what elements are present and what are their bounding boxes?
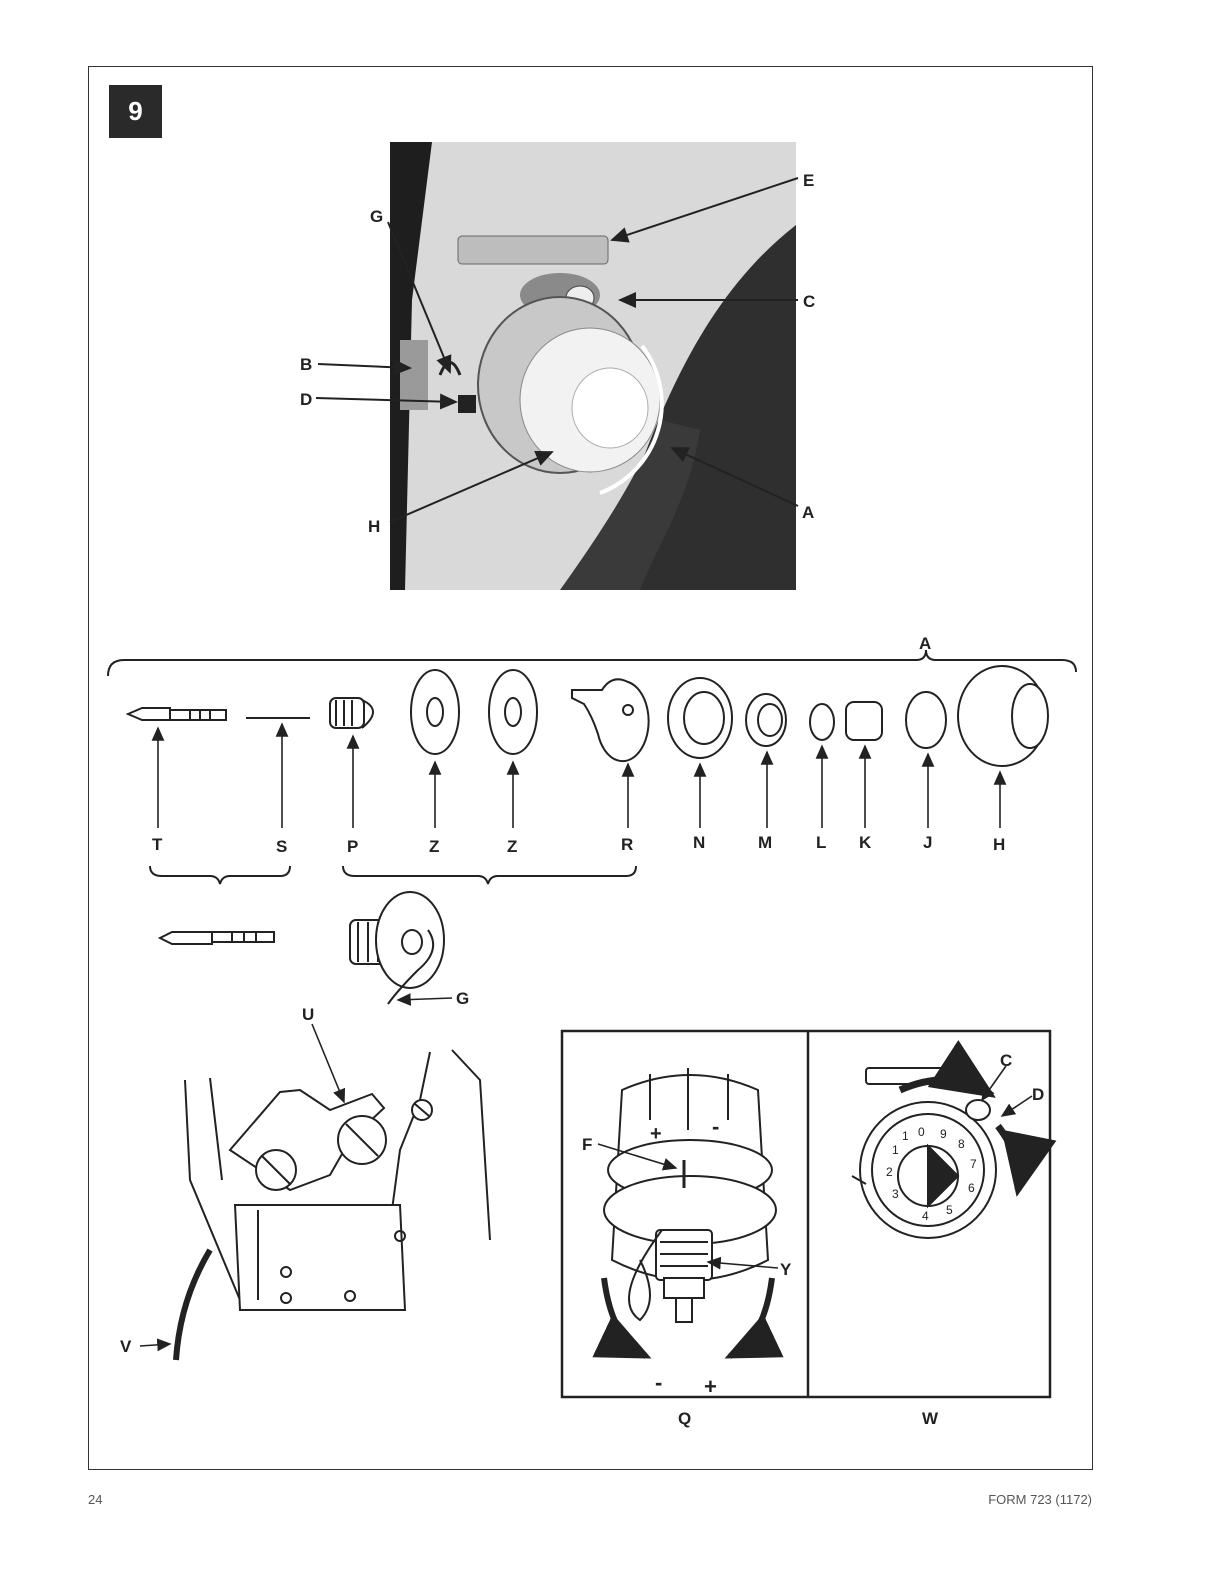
svg-text:6: 6 (968, 1181, 975, 1195)
svg-text:2: 2 (886, 1165, 893, 1179)
panel-q-sign-plus-top: + (650, 1123, 662, 1145)
svg-text:0: 0 (918, 1125, 925, 1139)
arrow-w-c (982, 1066, 1006, 1100)
brace-t-s (150, 866, 290, 884)
part-label-n: N (693, 833, 706, 852)
panel-q-sign-plus-bottom: + (704, 1374, 717, 1399)
exploded-parts-drawings (128, 666, 1048, 766)
panel-q-sign-minus-top: - (712, 1114, 720, 1139)
photo-label-e: E (803, 171, 815, 190)
subassembly-label-g: G (456, 989, 470, 1008)
arrow-u (312, 1024, 344, 1102)
linkage-label-u: U (302, 1005, 315, 1024)
figure-number-badge: 9 (109, 85, 162, 138)
panel-q-sign-minus-bottom: - (655, 1370, 663, 1395)
panel-w-label-c: C (1000, 1051, 1013, 1070)
linkage-drawing (176, 1050, 490, 1360)
svg-text:1: 1 (892, 1143, 899, 1157)
assembled-spring-unit (350, 892, 444, 1004)
arrow-w-d (1002, 1096, 1032, 1116)
panel-q-caption: Q (678, 1409, 692, 1428)
part-label-t: T (152, 835, 163, 854)
svg-text:7: 7 (970, 1157, 977, 1171)
photo-label-a: A (802, 503, 815, 522)
panel-w-label-d: D (1032, 1085, 1045, 1104)
brace-p-r (343, 866, 636, 884)
panel-q-label-y: Y (780, 1260, 792, 1279)
photo-label-b: B (300, 355, 313, 374)
tension-assembly-photo (390, 142, 796, 590)
svg-text:5: 5 (946, 1203, 953, 1217)
part-label-s: S (276, 837, 288, 856)
arrow-v (140, 1344, 170, 1346)
panel-q-label-f: F (582, 1135, 593, 1154)
panel-w-caption: W (922, 1409, 939, 1428)
group-label-a: A (919, 634, 932, 653)
photo-label-h: H (368, 517, 381, 536)
panel-q-drawing (604, 1068, 776, 1356)
part-label-h: H (993, 835, 1006, 854)
part-label-z2: Z (507, 837, 518, 856)
group-brace-a (108, 650, 1076, 676)
part-label-p: P (347, 837, 359, 856)
arrow-g-sub (398, 998, 452, 1000)
part-label-r: R (621, 835, 634, 854)
svg-text:3: 3 (892, 1187, 899, 1201)
panel-w-drawing (852, 1068, 1019, 1238)
photo-label-d: D (300, 390, 313, 409)
photo-label-c: C (803, 292, 816, 311)
svg-text:8: 8 (958, 1137, 965, 1151)
photo-label-g: G (370, 207, 384, 226)
svg-text:4: 4 (922, 1209, 929, 1223)
part-label-k: K (859, 833, 872, 852)
part-label-j: J (923, 833, 933, 852)
page-number: 24 (88, 1492, 103, 1507)
form-number: FORM 723 (1172) (988, 1492, 1092, 1507)
linkage-label-v: V (120, 1337, 132, 1356)
assembled-stud (160, 932, 274, 944)
svg-text:1: 1 (902, 1129, 909, 1143)
part-label-l: L (816, 833, 827, 852)
part-label-z1: Z (429, 837, 440, 856)
part-label-m: M (758, 833, 773, 852)
svg-text:9: 9 (940, 1127, 947, 1141)
